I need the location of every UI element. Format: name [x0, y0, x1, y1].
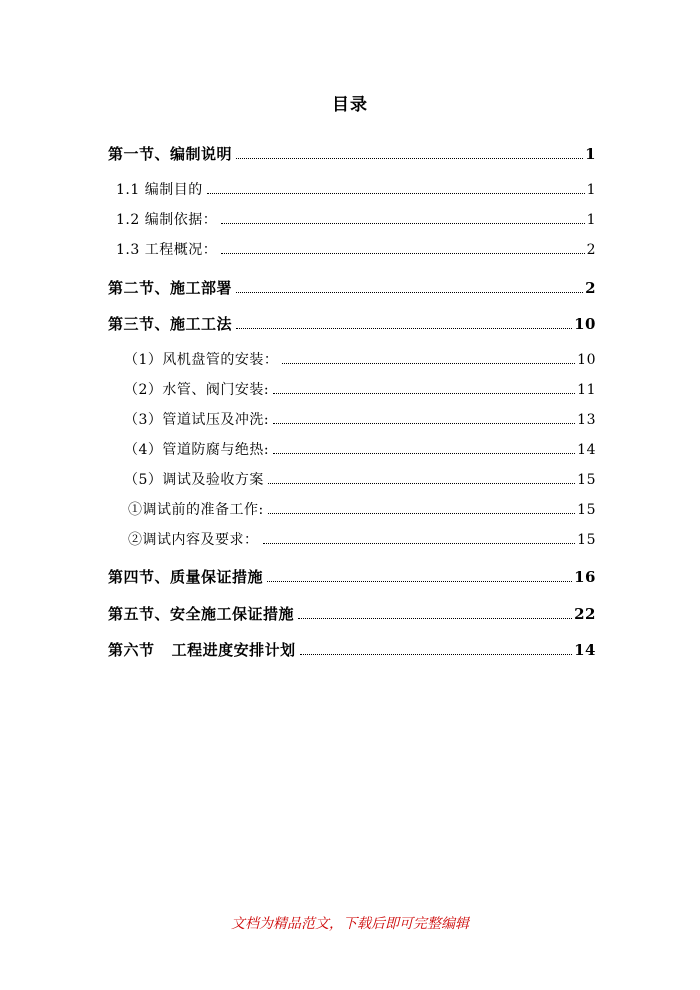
toc-entry-3-4[interactable]: [124, 439, 596, 459]
toc-entry-label: 第三节、施工工法: [108, 315, 233, 333]
toc-entry-label: 1.3 工程概况：: [116, 242, 218, 258]
toc-entry-3-5[interactable]: [124, 469, 596, 489]
toc-entry-section-2[interactable]: [108, 277, 596, 298]
toc-entry-section-6[interactable]: [108, 639, 596, 660]
toc-entry-label: 第五节、安全施工保证措施: [108, 605, 295, 623]
toc-entry-page: 10: [574, 315, 596, 333]
toc-entry-label: ①调试前的准备工作:: [128, 502, 264, 518]
toc-entry-3-2[interactable]: [124, 379, 596, 399]
toc-entry-section-1[interactable]: [108, 143, 596, 164]
toc-title: 目录: [332, 95, 368, 115]
toc-entry-3-3[interactable]: [124, 409, 596, 429]
dot-leader: [263, 543, 576, 544]
toc-entry-section-4[interactable]: [108, 566, 596, 587]
toc-entry-label: 第一节、编制说明: [108, 145, 233, 163]
toc-entry-label: 1.1 编制目的: [116, 182, 203, 198]
toc-entry-label: ②调试内容及要求：: [128, 532, 259, 548]
toc-entry-section-5[interactable]: [108, 603, 596, 624]
dot-leader: [236, 292, 583, 293]
dot-leader: [268, 513, 575, 514]
toc-entry-page: 10: [577, 352, 596, 368]
toc-entry-page: 22: [574, 605, 596, 623]
toc-entry-3-5-2[interactable]: [128, 529, 596, 549]
toc-entry-label: （2）水管、阀门安装:: [124, 382, 270, 398]
toc-entry-label: 1.2 编制依据：: [116, 212, 218, 228]
toc-entry-section-3[interactable]: [108, 313, 596, 334]
toc-entry-page: 1: [585, 145, 596, 163]
toc-entry-page: 11: [577, 382, 596, 398]
toc-entry-3-5-1[interactable]: [128, 499, 596, 519]
toc-entry-page: 13: [577, 412, 596, 428]
toc-entry-page: 1: [586, 212, 596, 228]
toc-entry-page: 2: [586, 242, 596, 258]
toc-entry-label: 第六节 工程进度安排计划: [108, 641, 296, 659]
toc-entry-page: 15: [577, 502, 596, 518]
toc-entry-page: 1: [586, 182, 596, 198]
toc-entry-label: （4）管道防腐与绝热:: [124, 442, 270, 458]
toc-entry-page: 15: [577, 472, 596, 488]
toc-entry-page: 16: [574, 568, 596, 586]
dot-leader: [267, 581, 572, 582]
toc-entry-label: 第四节、质量保证措施: [108, 568, 264, 586]
toc-entry-1-1[interactable]: [116, 179, 596, 199]
dot-leader: [207, 193, 585, 194]
toc-entry-label: （3）管道试压及冲洗:: [124, 412, 270, 428]
toc-entry-3-1[interactable]: [124, 349, 596, 369]
dot-leader: [268, 483, 575, 484]
footer-note: 文档为精品范文，下载后即可完整编辑: [231, 916, 469, 932]
dot-leader: [282, 363, 575, 364]
toc-entry-1-2[interactable]: [116, 209, 596, 229]
dot-leader: [236, 328, 572, 329]
dot-leader: [236, 158, 583, 159]
toc-entry-label: （5）调试及验收方案: [124, 472, 264, 488]
toc-entry-1-3[interactable]: [116, 239, 596, 259]
toc-entry-page: 2: [585, 279, 596, 297]
toc-entry-page: 15: [577, 532, 596, 548]
dot-leader: [273, 453, 575, 454]
toc-entry-page: 14: [577, 442, 596, 458]
dot-leader: [300, 654, 572, 655]
toc-entry-label: （1）风机盘管的安装：: [124, 352, 279, 368]
toc-entry-page: 14: [574, 641, 596, 659]
dot-leader: [273, 423, 575, 424]
dot-leader: [298, 618, 572, 619]
dot-leader: [221, 223, 584, 224]
dot-leader: [273, 393, 575, 394]
toc-entry-label: 第二节、施工部署: [108, 279, 233, 297]
dot-leader: [221, 253, 584, 254]
